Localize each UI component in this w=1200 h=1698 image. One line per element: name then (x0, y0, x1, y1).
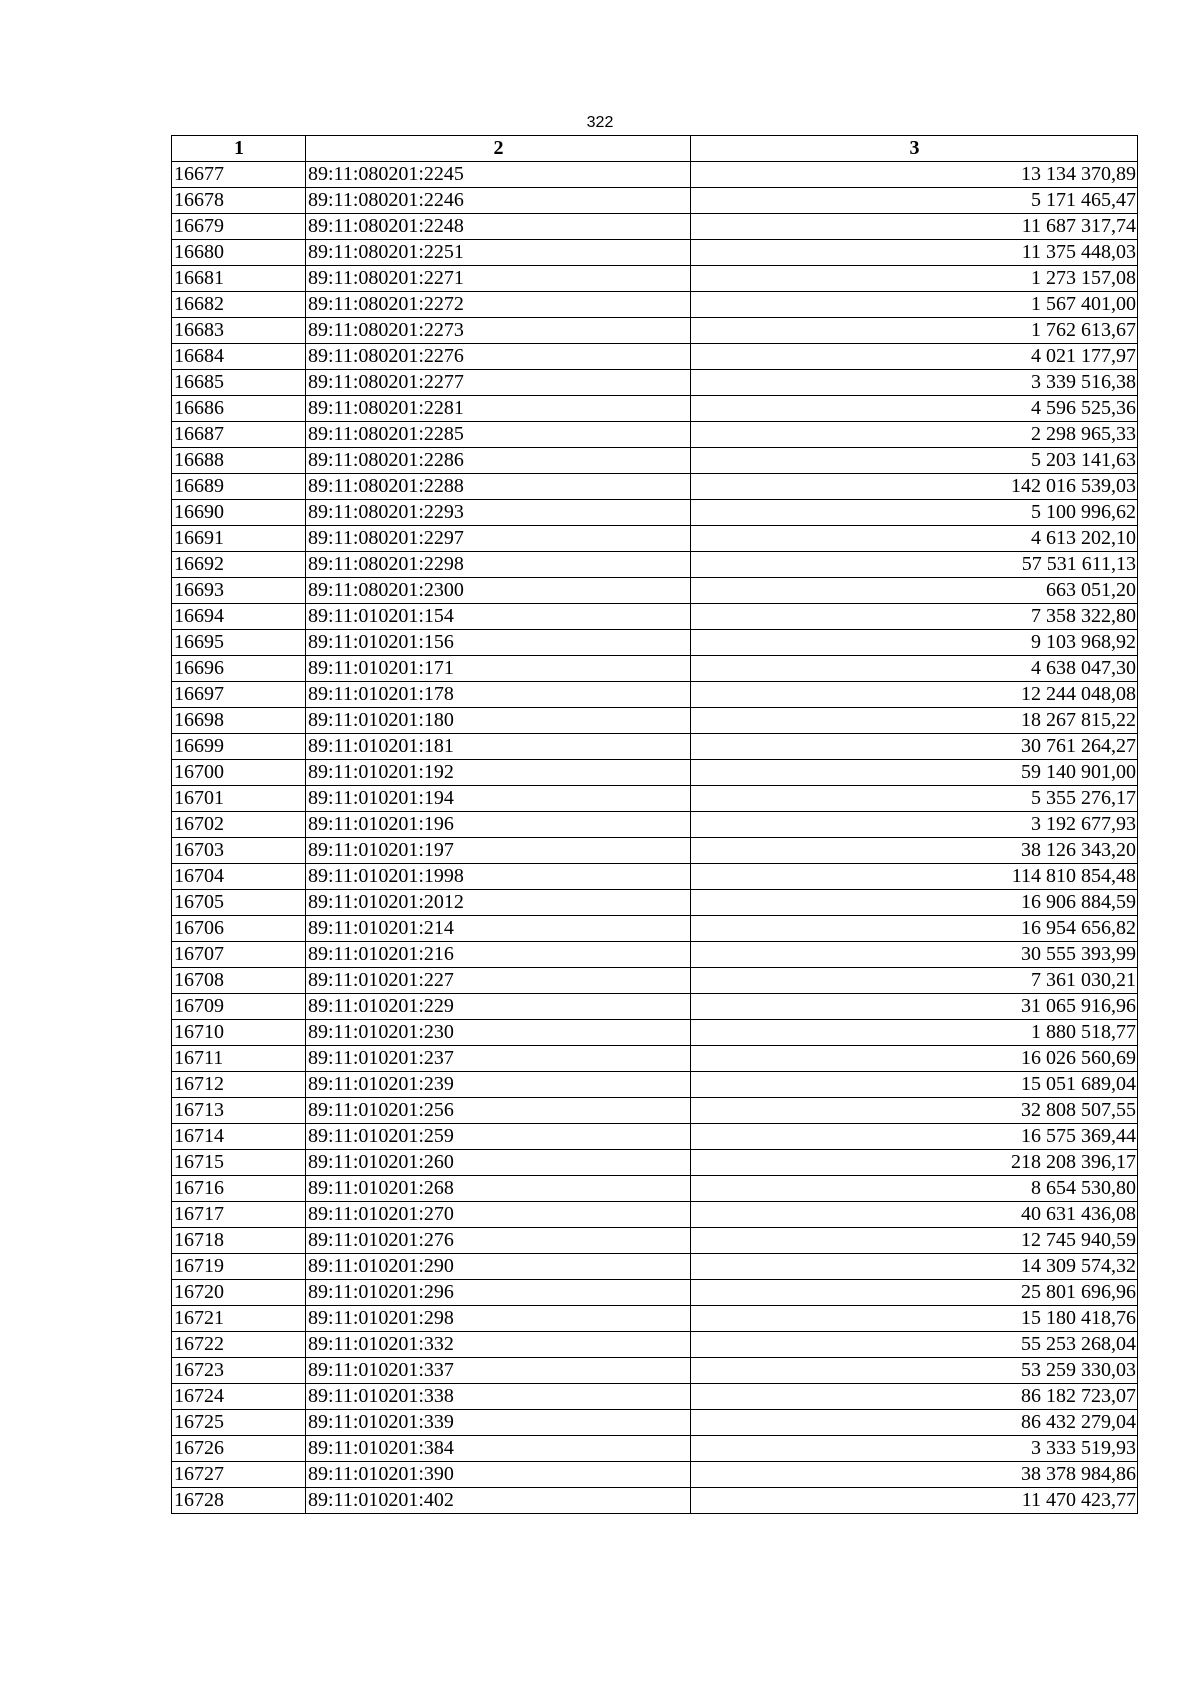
cadastral-number-cell: 89:11:010201:230 (306, 1020, 691, 1046)
cadastral-number-cell: 89:11:010201:338 (306, 1384, 691, 1410)
cadastral-number-cell: 89:11:080201:2288 (306, 474, 691, 500)
row-number-cell: 16722 (172, 1332, 306, 1358)
table-row (172, 552, 1138, 578)
table-row (172, 1358, 1138, 1384)
table-row (172, 1020, 1138, 1046)
table-row (172, 1462, 1138, 1488)
row-number-cell: 16711 (172, 1046, 306, 1072)
value-cell: 3 333 519,93 (691, 1436, 1138, 1462)
row-number-cell: 16715 (172, 1150, 306, 1176)
cadastral-number-cell: 89:11:010201:268 (306, 1176, 691, 1202)
cadastral-number-cell: 89:11:010201:260 (306, 1150, 691, 1176)
row-number-cell: 16718 (172, 1228, 306, 1254)
cadastral-number-cell: 89:11:010201:402 (306, 1488, 691, 1514)
row-number-cell: 16690 (172, 500, 306, 526)
row-number-cell: 16705 (172, 890, 306, 916)
table-row (172, 968, 1138, 994)
row-number-cell: 16697 (172, 682, 306, 708)
row-number-cell: 16682 (172, 292, 306, 318)
cadastral-number-cell: 89:11:010201:192 (306, 760, 691, 786)
cadastral-number-cell: 89:11:080201:2248 (306, 214, 691, 240)
table-row (172, 344, 1138, 370)
table-row (172, 760, 1138, 786)
value-cell: 40 631 436,08 (691, 1202, 1138, 1228)
value-cell: 30 761 264,27 (691, 734, 1138, 760)
row-number-cell: 16709 (172, 994, 306, 1020)
value-cell: 5 100 996,62 (691, 500, 1138, 526)
value-cell: 32 808 507,55 (691, 1098, 1138, 1124)
value-cell: 11 375 448,03 (691, 240, 1138, 266)
row-number-cell: 16701 (172, 786, 306, 812)
value-cell: 5 203 141,63 (691, 448, 1138, 474)
cadastral-number-cell: 89:11:010201:178 (306, 682, 691, 708)
row-number-cell: 16726 (172, 1436, 306, 1462)
cadastral-number-cell: 89:11:080201:2273 (306, 318, 691, 344)
row-number-cell: 16683 (172, 318, 306, 344)
table-row (172, 292, 1138, 318)
cadastral-number-cell: 89:11:010201:156 (306, 630, 691, 656)
table-row (172, 1176, 1138, 1202)
table-row (172, 474, 1138, 500)
value-cell: 3 339 516,38 (691, 370, 1138, 396)
cadastral-number-cell: 89:11:010201:290 (306, 1254, 691, 1280)
row-number-cell: 16713 (172, 1098, 306, 1124)
table-row (172, 1228, 1138, 1254)
row-number-cell: 16692 (172, 552, 306, 578)
table-row (172, 1488, 1138, 1514)
value-cell: 31 065 916,96 (691, 994, 1138, 1020)
value-cell: 16 026 560,69 (691, 1046, 1138, 1072)
cadastral-number-cell: 89:11:080201:2245 (306, 162, 691, 188)
cadastral-number-cell: 89:11:010201:227 (306, 968, 691, 994)
value-cell: 14 309 574,32 (691, 1254, 1138, 1280)
table-row (172, 1280, 1138, 1306)
table-row (172, 708, 1138, 734)
value-cell: 59 140 901,00 (691, 760, 1138, 786)
table-row (172, 318, 1138, 344)
cadastral-number-cell: 89:11:080201:2277 (306, 370, 691, 396)
value-cell: 2 298 965,33 (691, 422, 1138, 448)
row-number-cell: 16684 (172, 344, 306, 370)
value-cell: 1 880 518,77 (691, 1020, 1138, 1046)
table-row (172, 1072, 1138, 1098)
value-cell: 5 355 276,17 (691, 786, 1138, 812)
table-row (172, 1150, 1138, 1176)
row-number-cell: 16688 (172, 448, 306, 474)
value-cell: 1 273 157,08 (691, 266, 1138, 292)
value-cell: 5 171 465,47 (691, 188, 1138, 214)
table-row (172, 266, 1138, 292)
cadastral-number-cell: 89:11:010201:256 (306, 1098, 691, 1124)
table-row (172, 656, 1138, 682)
row-number-cell: 16712 (172, 1072, 306, 1098)
value-cell: 12 745 940,59 (691, 1228, 1138, 1254)
table-row (172, 240, 1138, 266)
value-cell: 4 596 525,36 (691, 396, 1138, 422)
row-number-cell: 16695 (172, 630, 306, 656)
table-row (172, 162, 1138, 188)
row-number-cell: 16700 (172, 760, 306, 786)
table-row (172, 1202, 1138, 1228)
row-number-cell: 16696 (172, 656, 306, 682)
row-number-cell: 16687 (172, 422, 306, 448)
value-cell: 1 567 401,00 (691, 292, 1138, 318)
cadastral-number-cell: 89:11:080201:2286 (306, 448, 691, 474)
row-number-cell: 16727 (172, 1462, 306, 1488)
row-number-cell: 16678 (172, 188, 306, 214)
row-number-cell: 16723 (172, 1358, 306, 1384)
cadastral-number-cell: 89:11:010201:296 (306, 1280, 691, 1306)
cadastral-number-cell: 89:11:010201:1998 (306, 864, 691, 890)
cadastral-number-cell: 89:11:080201:2246 (306, 188, 691, 214)
value-cell: 8 654 530,80 (691, 1176, 1138, 1202)
cadastral-number-cell: 89:11:010201:216 (306, 942, 691, 968)
cadastral-number-cell: 89:11:010201:390 (306, 1462, 691, 1488)
row-number-cell: 16677 (172, 162, 306, 188)
table-row (172, 370, 1138, 396)
row-number-cell: 16694 (172, 604, 306, 630)
cadastral-number-cell: 89:11:010201:276 (306, 1228, 691, 1254)
value-cell: 4 613 202,10 (691, 526, 1138, 552)
value-cell: 57 531 611,13 (691, 552, 1138, 578)
table-row (172, 1124, 1138, 1150)
value-cell: 55 253 268,04 (691, 1332, 1138, 1358)
table-row (172, 1254, 1138, 1280)
row-number-cell: 16680 (172, 240, 306, 266)
row-number-cell: 16704 (172, 864, 306, 890)
value-cell: 30 555 393,99 (691, 942, 1138, 968)
row-number-cell: 16714 (172, 1124, 306, 1150)
value-cell: 3 192 677,93 (691, 812, 1138, 838)
value-cell: 7 361 030,21 (691, 968, 1138, 994)
table-header-row (172, 136, 1138, 162)
table-body (172, 162, 1138, 1514)
column-header-3: 3 (691, 136, 1138, 162)
row-number-cell: 16699 (172, 734, 306, 760)
value-cell: 4 021 177,97 (691, 344, 1138, 370)
table-row (172, 994, 1138, 1020)
table-row (172, 916, 1138, 942)
cadastral-number-cell: 89:11:010201:298 (306, 1306, 691, 1332)
table-row (172, 942, 1138, 968)
row-number-cell: 16728 (172, 1488, 306, 1514)
cadastral-number-cell: 89:11:010201:171 (306, 656, 691, 682)
cadastral-number-cell: 89:11:010201:239 (306, 1072, 691, 1098)
table-row (172, 890, 1138, 916)
cadastral-number-cell: 89:11:080201:2285 (306, 422, 691, 448)
table-row (172, 1410, 1138, 1436)
table-row (172, 1098, 1138, 1124)
table-row (172, 422, 1138, 448)
value-cell: 13 134 370,89 (691, 162, 1138, 188)
table-row (172, 630, 1138, 656)
table-row (172, 1046, 1138, 1072)
value-cell: 53 259 330,03 (691, 1358, 1138, 1384)
cadastral-number-cell: 89:11:010201:154 (306, 604, 691, 630)
value-cell: 16 906 884,59 (691, 890, 1138, 916)
page-number: 322 (586, 114, 614, 131)
data-table (171, 135, 1138, 1514)
cadastral-number-cell: 89:11:010201:332 (306, 1332, 691, 1358)
cadastral-number-cell: 89:11:080201:2293 (306, 500, 691, 526)
row-number-cell: 16681 (172, 266, 306, 292)
cadastral-number-cell: 89:11:080201:2298 (306, 552, 691, 578)
table-row (172, 682, 1138, 708)
value-cell: 38 378 984,86 (691, 1462, 1138, 1488)
table-row (172, 838, 1138, 864)
row-number-cell: 16719 (172, 1254, 306, 1280)
table-row (172, 396, 1138, 422)
cadastral-number-cell: 89:11:010201:194 (306, 786, 691, 812)
table-row (172, 1306, 1138, 1332)
cadastral-number-cell: 89:11:080201:2281 (306, 396, 691, 422)
table-row (172, 1332, 1138, 1358)
row-number-cell: 16717 (172, 1202, 306, 1228)
row-number-cell: 16698 (172, 708, 306, 734)
table-row (172, 786, 1138, 812)
cadastral-number-cell: 89:11:010201:259 (306, 1124, 691, 1150)
table-row (172, 578, 1138, 604)
value-cell: 12 244 048,08 (691, 682, 1138, 708)
table-row (172, 812, 1138, 838)
row-number-cell: 16708 (172, 968, 306, 994)
value-cell: 38 126 343,20 (691, 838, 1138, 864)
value-cell: 16 954 656,82 (691, 916, 1138, 942)
value-cell: 25 801 696,96 (691, 1280, 1138, 1306)
value-cell: 114 810 854,48 (691, 864, 1138, 890)
row-number-cell: 16724 (172, 1384, 306, 1410)
value-cell: 218 208 396,17 (691, 1150, 1138, 1176)
value-cell: 4 638 047,30 (691, 656, 1138, 682)
cadastral-number-cell: 89:11:080201:2276 (306, 344, 691, 370)
cadastral-number-cell: 89:11:010201:229 (306, 994, 691, 1020)
row-number-cell: 16716 (172, 1176, 306, 1202)
table-row (172, 734, 1138, 760)
row-number-cell: 16691 (172, 526, 306, 552)
cadastral-number-cell: 89:11:010201:384 (306, 1436, 691, 1462)
row-number-cell: 16693 (172, 578, 306, 604)
cadastral-number-cell: 89:11:080201:2300 (306, 578, 691, 604)
value-cell: 86 432 279,04 (691, 1410, 1138, 1436)
value-cell: 15 180 418,76 (691, 1306, 1138, 1332)
row-number-cell: 16685 (172, 370, 306, 396)
row-number-cell: 16725 (172, 1410, 306, 1436)
table-row (172, 604, 1138, 630)
table-row (172, 1436, 1138, 1462)
cadastral-number-cell: 89:11:010201:196 (306, 812, 691, 838)
row-number-cell: 16707 (172, 942, 306, 968)
row-number-cell: 16710 (172, 1020, 306, 1046)
value-cell: 1 762 613,67 (691, 318, 1138, 344)
row-number-cell: 16703 (172, 838, 306, 864)
cadastral-number-cell: 89:11:080201:2297 (306, 526, 691, 552)
table-row (172, 864, 1138, 890)
cadastral-number-cell: 89:11:080201:2271 (306, 266, 691, 292)
row-number-cell: 16720 (172, 1280, 306, 1306)
row-number-cell: 16721 (172, 1306, 306, 1332)
table-row (172, 448, 1138, 474)
value-cell: 11 470 423,77 (691, 1488, 1138, 1514)
table-row (172, 500, 1138, 526)
cadastral-number-cell: 89:11:010201:337 (306, 1358, 691, 1384)
cadastral-number-cell: 89:11:010201:180 (306, 708, 691, 734)
cadastral-number-cell: 89:11:010201:181 (306, 734, 691, 760)
value-cell: 9 103 968,92 (691, 630, 1138, 656)
row-number-cell: 16702 (172, 812, 306, 838)
value-cell: 18 267 815,22 (691, 708, 1138, 734)
cadastral-number-cell: 89:11:010201:2012 (306, 890, 691, 916)
cadastral-number-cell: 89:11:080201:2272 (306, 292, 691, 318)
row-number-cell: 16706 (172, 916, 306, 942)
cadastral-number-cell: 89:11:010201:270 (306, 1202, 691, 1228)
table-row (172, 1384, 1138, 1410)
cadastral-number-cell: 89:11:010201:339 (306, 1410, 691, 1436)
value-cell: 7 358 322,80 (691, 604, 1138, 630)
value-cell: 142 016 539,03 (691, 474, 1138, 500)
table-row (172, 526, 1138, 552)
cadastral-number-cell: 89:11:010201:237 (306, 1046, 691, 1072)
cadastral-number-cell: 89:11:010201:214 (306, 916, 691, 942)
column-header-1: 1 (172, 136, 306, 162)
value-cell: 16 575 369,44 (691, 1124, 1138, 1150)
value-cell: 11 687 317,74 (691, 214, 1138, 240)
value-cell: 15 051 689,04 (691, 1072, 1138, 1098)
value-cell: 86 182 723,07 (691, 1384, 1138, 1410)
row-number-cell: 16686 (172, 396, 306, 422)
value-cell: 663 051,20 (691, 578, 1138, 604)
cadastral-number-cell: 89:11:080201:2251 (306, 240, 691, 266)
table-row (172, 214, 1138, 240)
row-number-cell: 16679 (172, 214, 306, 240)
column-header-2: 2 (306, 136, 691, 162)
cadastral-number-cell: 89:11:010201:197 (306, 838, 691, 864)
table-row (172, 188, 1138, 214)
row-number-cell: 16689 (172, 474, 306, 500)
